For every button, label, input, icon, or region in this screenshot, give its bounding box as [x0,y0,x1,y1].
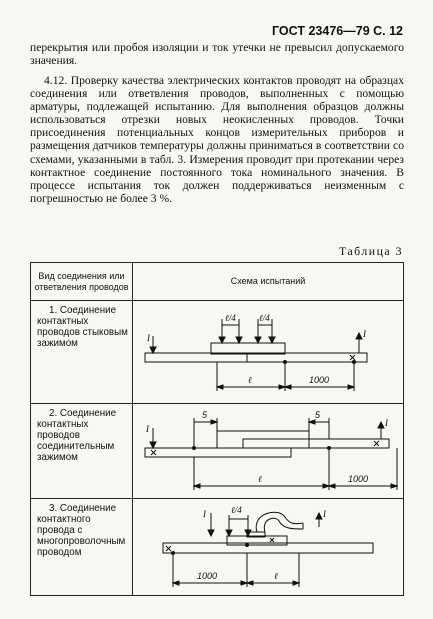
current-label: I [363,329,366,339]
connecting-clamp-diagram [133,404,403,498]
quarter-label: ℓ/4 [231,505,242,515]
dimension-label: 1000 [197,571,218,581]
table-caption: Таблица 3 [339,244,403,258]
butt-clamp-diagram [133,301,403,403]
row-label-cell [31,404,133,499]
current-label: I [323,509,326,519]
diagram-cell [133,301,404,404]
quarter-label: ℓ/4 [259,313,270,323]
length-label: ℓ [258,474,262,484]
current-label: I [147,333,150,343]
table-3 [30,262,404,596]
length-label: ℓ [274,571,278,581]
quarter-label: ℓ/4 [225,313,236,323]
table-header-row [31,263,404,301]
diagram-cell [133,499,404,596]
col-header-test-scheme: Схема испытаний [133,263,404,301]
length-label: ℓ [248,375,252,385]
row-label: 1. Соединение контактных проводов стыковым зажимом [37,305,128,349]
table-row [31,404,404,499]
row-label-cell [31,499,133,596]
current-label: I [146,424,149,434]
page-header: ГОСТ 23476—79 С. 12 [272,24,403,38]
contact-stranded-diagram [133,499,403,595]
clamp-body [211,343,285,354]
table-row [31,499,404,596]
wire-left [145,448,291,457]
gap-label: 5 [202,410,208,420]
measure-point [327,446,331,450]
row-label-cell [31,301,133,404]
table-row [31,301,404,404]
measure-point [171,551,175,555]
paragraph-4-12: 4.12. Проверку качества электрических контактов проводят на образцах соединения или ответвления проводов, выполненных с помощью арматуры, подлежащей испытанию. Для выполнения образцов должны использоваться отрезки новых неокисленных проводов. Точки присоединения потенциальных концов измерительных приборов и размещения датчиков температуры должны приниматься в соответствии со схемами, указанными в табл. 3. Измерения проводит при протекании через контактное соединение постоянного тока номинального значения. В процессе испытания ток должен поддерживаться неизменным с погрешностью не более 3 %. [30,74,404,205]
measure-point [192,446,196,450]
dimension-label: 1000 [348,474,369,484]
paragraph-continuation: перекрытия или пробоя изоляции и ток утечки не превысил допускаемого значения. [30,41,404,68]
gap-label: 5 [315,410,321,420]
measure-point [245,543,249,547]
measure-point [283,360,287,364]
row-label: 3. Соединение контактного провода с многопроволочным проводом [37,503,126,558]
current-label: I [385,418,388,428]
measure-point [352,360,356,364]
diagram-cell [133,404,404,499]
col-header-connection-type: Вид соединения или ответвления проводов [31,263,133,301]
dimension-label: 1000 [309,375,330,385]
row-label: 2. Соединение контактных проводов соединительным зажимом [37,408,117,463]
wire-right [243,439,389,448]
current-label: I [203,509,206,519]
